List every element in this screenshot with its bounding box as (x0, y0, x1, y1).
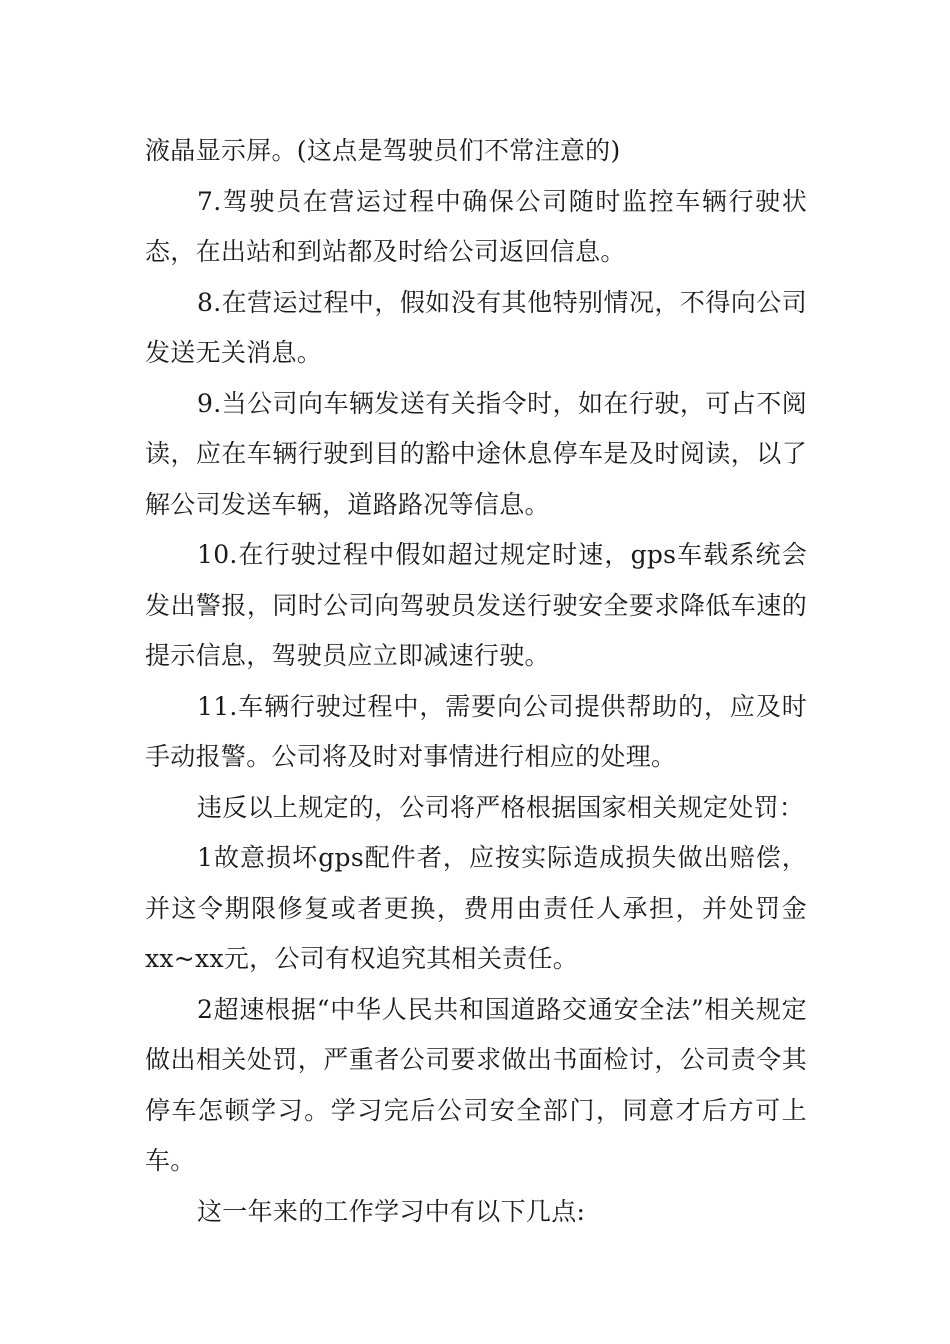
paragraph-penalty-2: 2超速根据“中华人民共和国道路交通安全法”相关规定做出相关处罚，严重者公司要求做出书面检讨，公司责令其停车怎顿学习。学习完后公司安全部门，同意才后方可上车。 (145, 994, 807, 1175)
paragraph-item-7: 7.驾驶员在营运过程中确保公司随时监控车辆行驶状态，在出站和到站都及时给公司返回信息。 (145, 186, 807, 266)
paragraph-lcd-note: 液晶显示屏。(这点是驾驶员们不常注意的) (145, 136, 621, 165)
paragraph-year-summary: 这一年来的工作学习中有以下几点: (197, 1196, 586, 1226)
paragraph-violation-intro: 违反以上规定的，公司将严格根据国家相关规定处罚： (197, 792, 805, 822)
paragraph-item-8: 8.在营运过程中，假如没有其他特别情况，不得向公司发送无关消息。 (145, 287, 807, 367)
document-body (145, 126, 807, 1237)
paragraph-penalty-1: 1故意损坏gps配件者，应按实际造成损失做出赔偿，并这令期限修复或者更换，费用由责任人承担，并处罚金xx~xx元，公司有权追究其相关责任。 (145, 843, 807, 973)
paragraph-item-11: 11.车辆行驶过程中，需要向公司提供帮助的，应及时手动报警。公司将及时对事情进行相应的处理。 (145, 691, 807, 771)
paragraph-item-9: 9.当公司向车辆发送有关指令时，如在行驶，可占不阅读，应在车辆行驶到目的豁中途休息停车是及时阅读，以了解公司发送车辆，道路路况等信息。 (145, 388, 807, 519)
paragraph-item-10: 10.在行驶过程中假如超过规定时速，gps车载系统会发出警报，同时公司向驾驶员发送行驶安全要求降低车速的提示信息，驾驶员应立即减速行驶。 (145, 540, 807, 670)
